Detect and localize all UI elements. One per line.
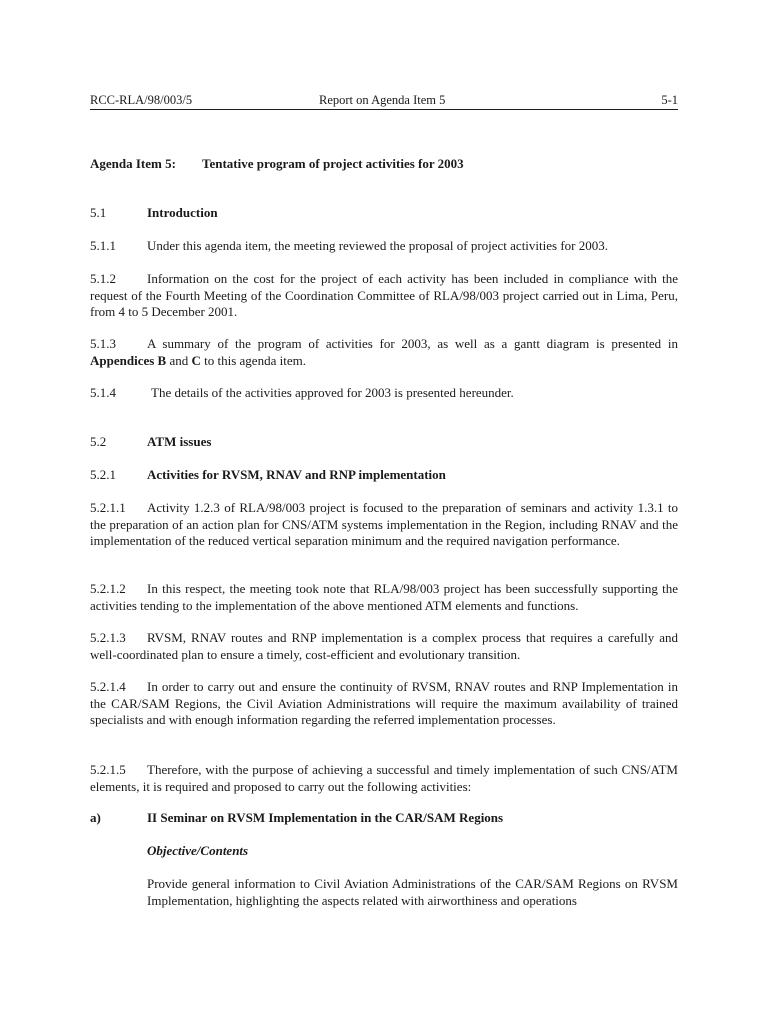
page-header (90, 92, 678, 110)
paragraph-text: Under this agenda item, the meeting reviewed the proposal of project activities for 2003. (147, 238, 608, 253)
paragraph-5-2-1-5 (90, 762, 678, 795)
section-number: 5.1 (90, 205, 107, 220)
paragraph-text: A summary of the program of activities for 2003, as well as a gantt diagram is presented in (147, 336, 678, 351)
paragraph-5-1-1 (90, 238, 678, 255)
agenda-item-label: Agenda Item 5: (90, 156, 176, 171)
activity-letter: a) (90, 810, 101, 825)
paragraph-number: 5.1.2 (90, 271, 116, 286)
paragraph-5-2-1-3 (90, 630, 678, 663)
paragraph-number: 5.2.1.4 (90, 679, 126, 694)
objective-paragraph: Provide general information to Civil Aviation Administrations of the CAR/SAM Regions on RVSM Implementation, highlighting the aspects related with airworthiness and operations (147, 876, 678, 908)
paragraph-5-2-1-1 (90, 500, 678, 550)
paragraph-number: 5.2.1.3 (90, 630, 126, 645)
paragraph-text: The details of the activities approved for 2003 is presented hereunder. (151, 385, 514, 400)
paragraph-number: 5.2.1.5 (90, 762, 126, 777)
paragraph-text: RVSM, RNAV routes and RNP implementation is a complex process that requires a carefully and well-coordinated plan to ensure a timely, cost-efficient and evolutionary transition. (90, 630, 678, 662)
objective-title: Objective/Contents (147, 843, 249, 858)
paragraph-5-1-3 (90, 336, 678, 369)
header-report-title: Report on Agenda Item 5 (319, 93, 446, 107)
section-title: Activities for RVSM, RNAV and RNP implementation (147, 467, 446, 482)
paragraph-5-2-1-2 (90, 581, 678, 614)
section-title: ATM issues (147, 434, 212, 449)
section-number: 5.2 (90, 434, 107, 449)
paragraph-number: 5.1.4 (90, 385, 116, 400)
paragraph-text: In order to carry out and ensure the continuity of RVSM, RNAV routes and RNP Implementation in the CAR/SAM Regions, the Civil Aviation Administrations will require the maximum availability of trained specialists and with enough information regarding the referred implementation processes. (90, 679, 678, 727)
paragraph-number: 5.2.1.1 (90, 500, 126, 515)
paragraph-number: 5.1.3 (90, 336, 116, 351)
header-page-number: 5-1 (661, 93, 678, 107)
section-number: 5.2.1 (90, 467, 116, 482)
paragraph-text: Therefore, with the purpose of achieving a successful and timely implementation of such CNS/ATM elements, it is required and proposed to carry out the following activities: (90, 762, 678, 794)
paragraph-5-2-1-4 (90, 679, 678, 729)
paragraph-number: 5.2.1.2 (90, 581, 126, 596)
paragraph-number: 5.1.1 (90, 238, 116, 253)
paragraph-5-1-2 (90, 271, 678, 321)
section-title: Introduction (147, 205, 218, 220)
document-page (90, 0, 678, 1024)
paragraph-text: Information on the cost for the project of each activity has been included in compliance with the request of the Fourth Meeting of the Coordination Committee of RLA/98/003 project carried out in Lima, Peru, from 4 to 5 December 2001. (90, 271, 678, 319)
paragraph-text: Activity 1.2.3 of RLA/98/003 project is focused to the preparation of seminars and activity 1.3.1 to the preparation of an action plan for CNS/ATM systems implementation in the Region, including RNAV and the implementation of the reduced vertical separation minimum and the required navigation performance. (90, 500, 678, 548)
appendix-b-reference: Appendices B (90, 352, 167, 368)
paragraph-text: In this respect, the meeting took note that RLA/98/003 project has been successfully supporting the activities tending to the implementation of the above mentioned ATM elements and functions. (90, 581, 678, 613)
paragraph-text-connector: and (169, 352, 189, 368)
activity-title: II Seminar on RVSM Implementation in the CAR/SAM Regions (147, 810, 504, 825)
header-document-code: RCC-RLA/98/003/5 (90, 93, 193, 107)
paragraph-text-end: to this agenda item. (204, 352, 306, 368)
agenda-item-title: Tentative program of project activities for 2003 (202, 156, 464, 171)
appendix-c-reference: C (191, 352, 201, 368)
